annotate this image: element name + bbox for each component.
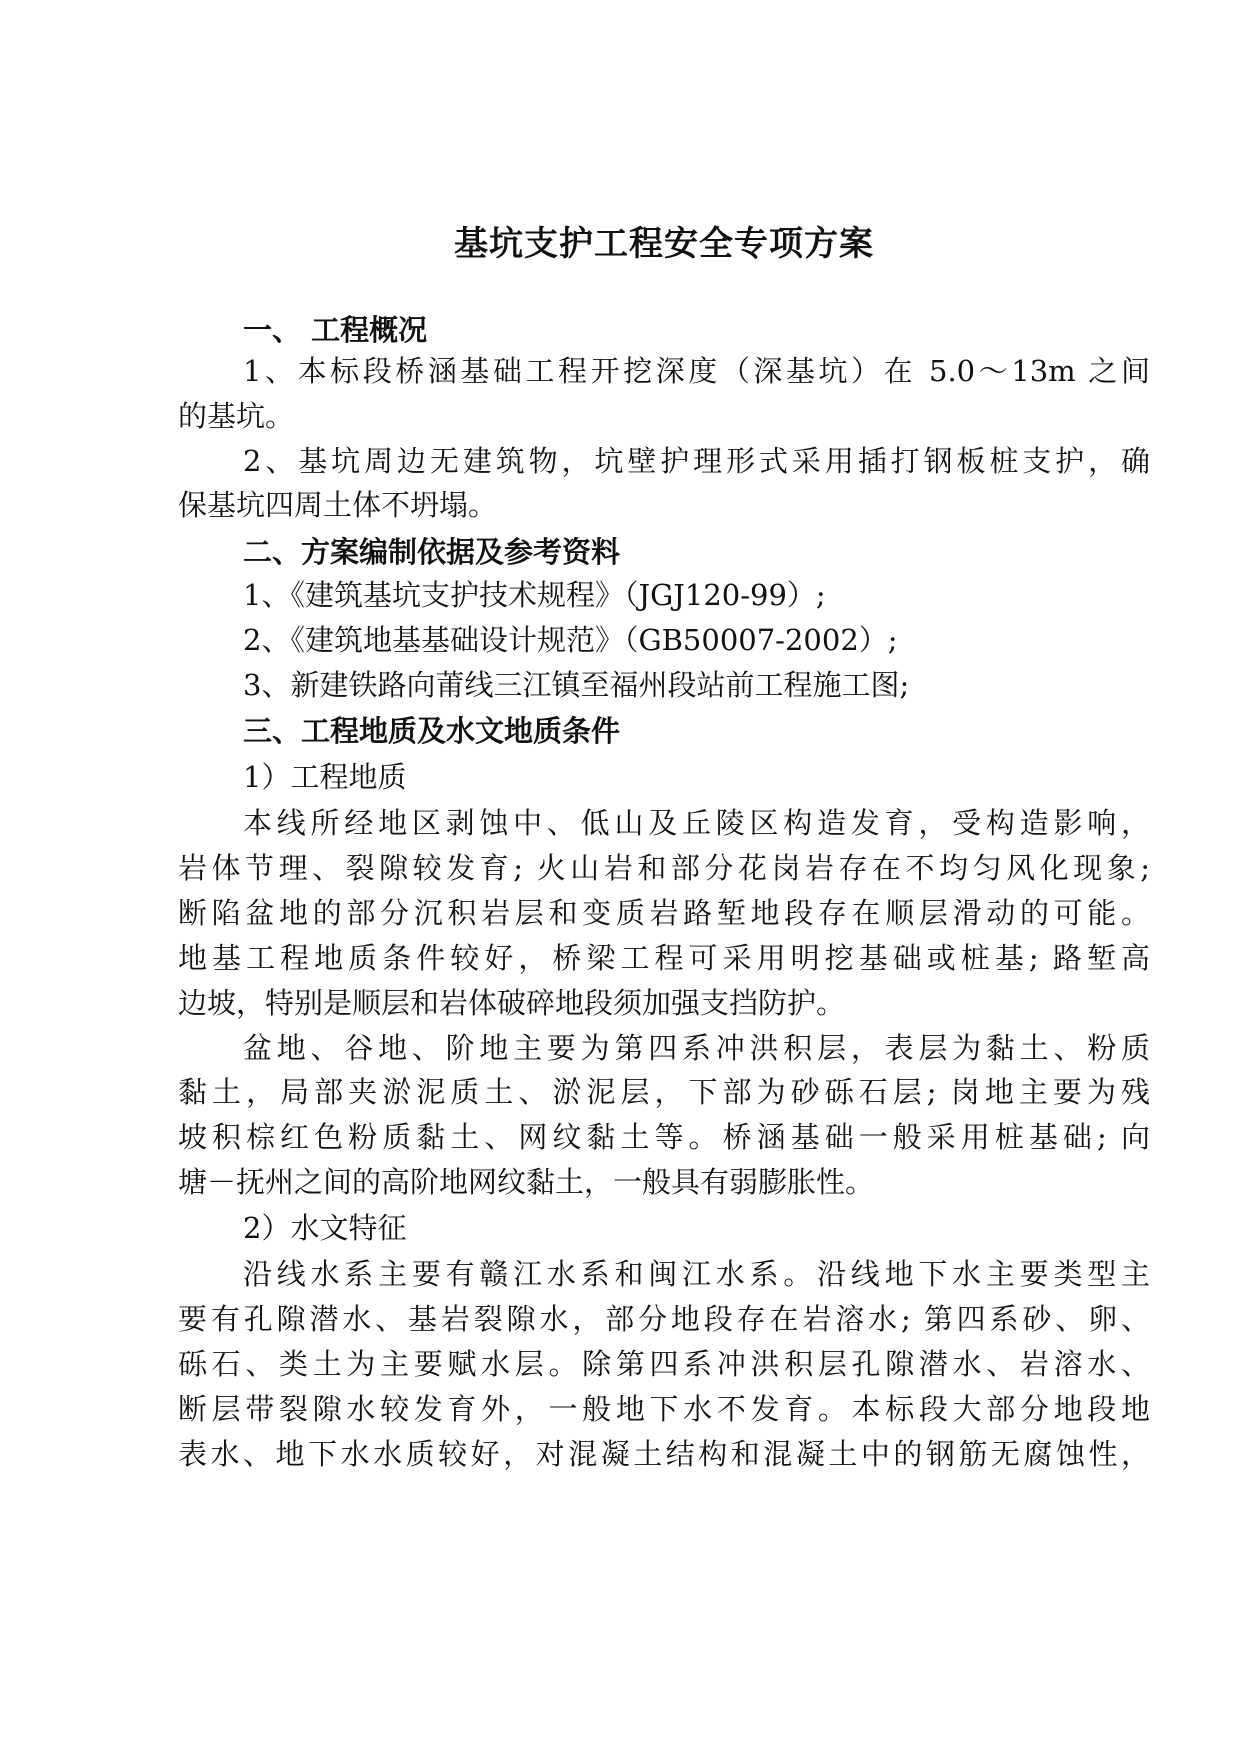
- section-heading: 一、 工程概况: [243, 313, 428, 347]
- paragraph-line: 要有孔隙潜水、基岩裂隙水，部分地段存在岩溶水; 第四系砂、卵、: [178, 1302, 1150, 1336]
- paragraph-line: 2、基坑周边无建筑物，坑壁护理形式采用插打钢板桩支护，确: [243, 444, 1150, 478]
- paragraph-line: 黏土，局部夹淤泥质土、淤泥层，下部为砂砾石层; 岗地主要为残: [178, 1075, 1150, 1109]
- paragraph-line: 砾石、类土为主要赋水层。除第四系冲洪积层孔隙潜水、岩溶水、: [178, 1347, 1150, 1381]
- paragraph-line: 断陷盆地的部分沉积岩层和变质岩路堑地段存在顺层滑动的可能。: [178, 896, 1150, 930]
- paragraph-line: 塘－抚州之间的高阶地网纹黏土，一般具有弱膨胀性。: [178, 1165, 875, 1199]
- section-heading: 三、工程地质及水文地质条件: [243, 714, 621, 748]
- paragraph-line: 1、本标段桥涵基础工程开挖深度（深基坑）在 5.0～13m 之间: [243, 354, 1150, 388]
- paragraph-line: 断层带裂隙水较发育外，一般地下水不发育。本标段大部分地段地: [178, 1392, 1150, 1426]
- paragraph-line: 盆地、谷地、阶地主要为第四系冲洪积层，表层为黏土、粉质: [243, 1031, 1150, 1065]
- section-heading: 二、方案编制依据及参考资料: [243, 535, 621, 569]
- paragraph-line: 沿线水系主要有赣江水系和闽江水系。沿线地下水主要类型主: [243, 1257, 1150, 1291]
- paragraph-line: 边坡，特别是顺层和岩体破碎地段须加强支挡防护。: [178, 986, 846, 1020]
- paragraph-line: 1、《建筑基坑支护技术规程》（JGJ120-99）;: [243, 578, 826, 612]
- paragraph-line: 保基坑四周土体不坍塌。: [178, 488, 498, 522]
- paragraph-line: 的基坑。: [178, 399, 295, 433]
- paragraph-line: 表水、地下水水质较好，对混凝土结构和混凝土中的钢筋无腐蚀性，: [178, 1437, 1150, 1471]
- document-page: [178, 0, 1150, 1754]
- paragraph-line: 地基工程地质条件较好，桥梁工程可采用明挖基础或桩基; 路堑高: [178, 941, 1150, 975]
- paragraph-line: 1）工程地质: [243, 760, 407, 794]
- paragraph-line: 坡积棕红色粉质黏土、网纹黏土等。桥涵基础一般采用桩基础; 向: [178, 1120, 1150, 1154]
- document-title: 基坑支护工程安全专项方案: [454, 224, 874, 264]
- paragraph-line: 2）水文特征: [243, 1211, 407, 1245]
- paragraph-line: 3、新建铁路向莆线三江镇至福州段站前工程施工图;: [243, 668, 910, 702]
- paragraph-line: 2、《建筑地基基础设计规范》（GB50007-2002）;: [243, 623, 898, 657]
- paragraph-line: 岩体节理、裂隙较发育; 火山岩和部分花岗岩存在不均匀风化现象;: [178, 851, 1150, 885]
- paragraph-line: 本线所经地区剥蚀中、低山及丘陵区构造发育，受构造影响，: [243, 806, 1150, 840]
